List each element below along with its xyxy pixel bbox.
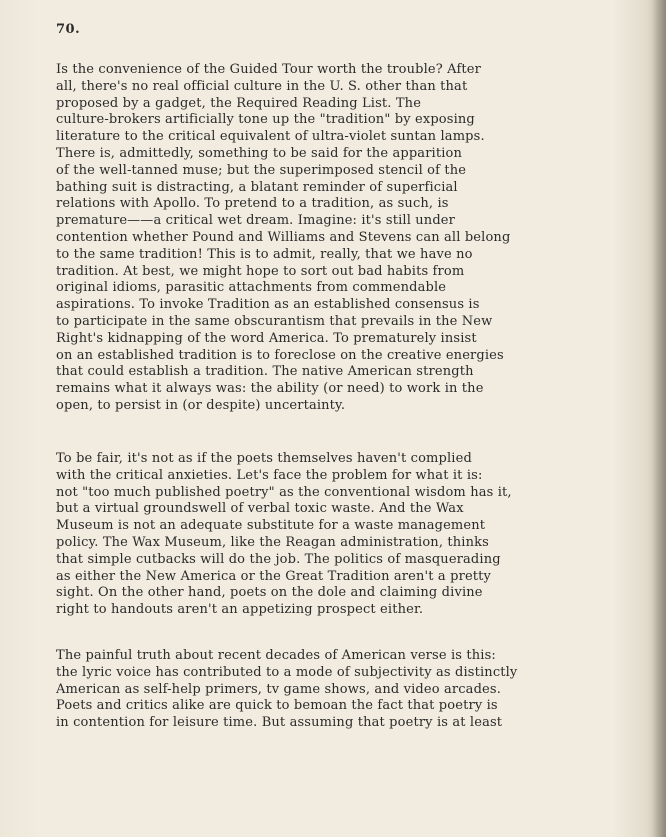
text-line: but a virtual groundswell of verbal toxic waste. And the Wax (56, 501, 464, 517)
text-line: Poets and critics alike are quick to bemoan the fact that poetry is (56, 698, 498, 714)
text-line: literature to the critical equivalent of ultra-violet suntan lamps. (56, 129, 485, 145)
text-line: all, there's no real official culture in the U. S. other than that (56, 78, 468, 94)
text-line: culture-brokers artificially tone up the "tradition" by exposing (56, 112, 475, 128)
text-line: not "too much published poetry" as the conventional wisdom has it, (56, 484, 512, 500)
paragraph-guided-tour (56, 62, 626, 415)
text-line: that could establish a tradition. The native American strength (56, 364, 474, 380)
text-line: tradition. At best, we might hope to sort out bad habits from (56, 263, 465, 279)
text-line: to the same tradition! This is to admit, really, that we have no (56, 246, 473, 262)
text-line: the lyric voice has contributed to a mode of subjectivity as distinctly (56, 664, 518, 680)
text-line: original idioms, parasitic attachments from commendable (56, 280, 447, 296)
paragraph-painful-truth (56, 648, 626, 732)
text-line: premature——a critical wet dream. Imagine: it's still under (56, 213, 456, 229)
text-line: with the critical anxieties. Let's face the problem for what it is: (56, 467, 483, 483)
text-line: bathing suit is distracting, a blatant reminder of superficial (56, 179, 458, 195)
text-line: open, to persist in (or despite) uncertainty. (56, 397, 346, 413)
text-line: Is the convenience of the Guided Tour worth the trouble? After (56, 62, 482, 77)
text-line: aspirations. To invoke Tradition as an established consensus is (56, 297, 480, 313)
text-line: To be fair, it's not as if the poets themselves haven't complied (56, 451, 472, 466)
text-line: remains what it always was: the ability (or need) to work in the (56, 381, 484, 397)
text-line: Right's kidnapping of the word America. To prematurely insist (56, 330, 477, 346)
text-line: policy. The Wax Museum, like the Reagan administration, thinks (56, 534, 489, 550)
page-gutter-shadow (652, 0, 666, 837)
text-line: proposed by a gadget, the Required Reading List. The (56, 95, 422, 111)
text-line: to participate in the same obscurantism that prevails in the New (56, 313, 493, 329)
text-line: American as self-help primers, tv game shows, and video arcades. (56, 681, 502, 697)
text-line: right to handouts aren't an appetizing prospect either. (56, 602, 424, 618)
text-line: The painful truth about recent decades of American verse is this: (56, 648, 496, 663)
text-line: that simple cutbacks will do the job. The politics of masquerading (56, 551, 501, 567)
text-line: relations with Apollo. To pretend to a tradition, as such, is (56, 196, 449, 212)
text-line: of the well-tanned muse; but the superimposed stencil of the (56, 162, 467, 178)
page-number: 70. (56, 22, 81, 37)
text-line: as either the New America or the Great Tradition aren't a pretty (56, 568, 492, 584)
text-line: on an established tradition is to foreclose on the creative energies (56, 347, 504, 363)
text-line: There is, admittedly, something to be said for the apparition (56, 145, 463, 161)
text-line: in contention for leisure time. But assuming that poetry is at least (56, 715, 503, 731)
text-line: Museum is not an adequate substitute for a waste management (56, 518, 486, 534)
text-line: contention whether Pound and Williams and Stevens can all belong (56, 229, 511, 245)
paragraph-to-be-fair (56, 451, 626, 619)
text-line: sight. On the other hand, poets on the dole and claiming divine (56, 585, 483, 601)
